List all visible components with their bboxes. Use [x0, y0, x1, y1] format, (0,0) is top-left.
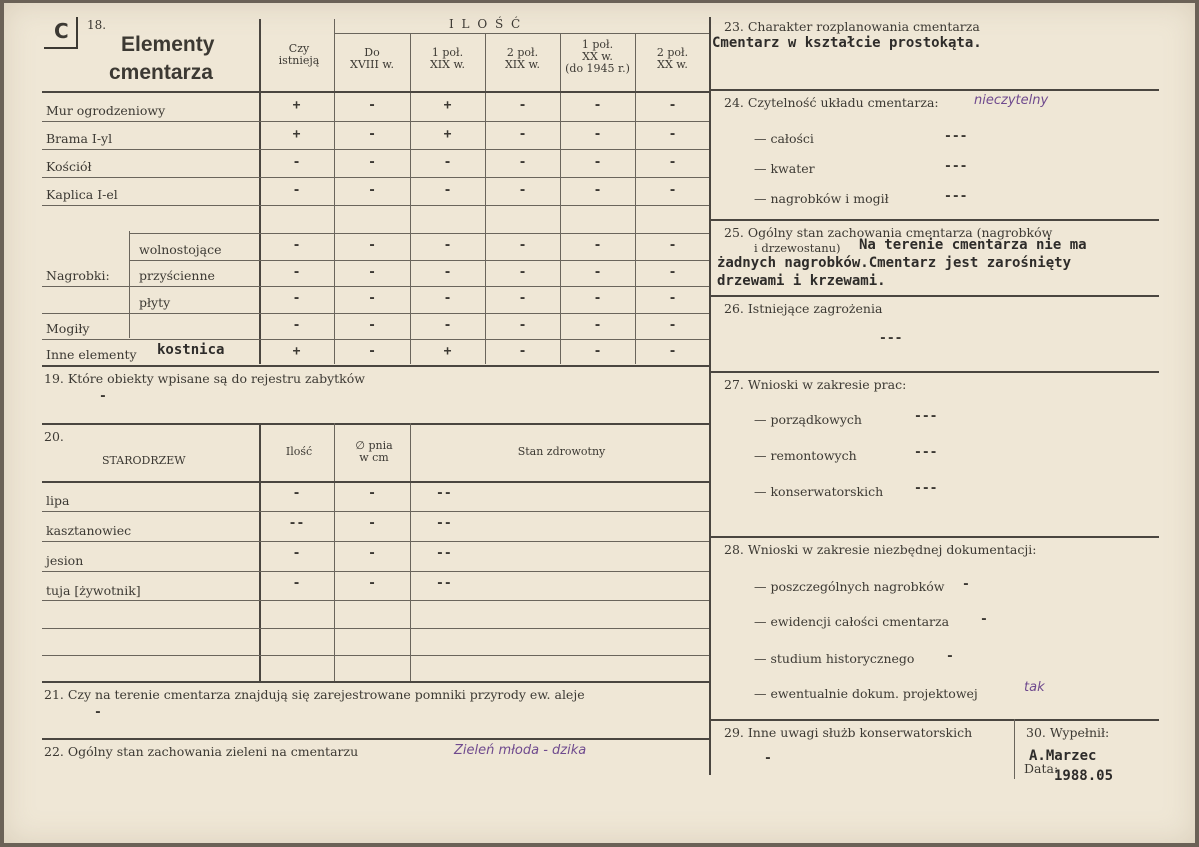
row-cell-value: - — [443, 182, 452, 198]
row-label: przyścienne — [139, 268, 215, 283]
tree-row-label: tuja [żywotnik] — [46, 583, 141, 598]
q20-col-pien: ∅ pnia w cm — [355, 439, 393, 464]
row-label: Kaplica I-el — [46, 187, 118, 202]
tree-row-label: jesion — [46, 553, 84, 568]
q28-item-label: — ewentualnie dokum. projektowej — [754, 686, 978, 701]
row-cell-value: - — [518, 97, 527, 113]
row-cell-value: - — [292, 238, 301, 253]
row-cell-value: - — [443, 154, 452, 170]
row-cell-value: - — [443, 291, 452, 306]
row-label: wolnostojące — [139, 242, 222, 257]
q30-date-label: Data: — [1024, 761, 1059, 776]
row-cell-value: - — [668, 154, 677, 170]
row-label: Mogiły — [46, 321, 90, 336]
q30-label: 30. Wypełnił: — [1026, 725, 1110, 740]
inventory-card — [4, 3, 1195, 843]
q24-item-label: — całości — [754, 131, 814, 146]
period-col-header: 1 poł. XIX w. — [429, 46, 466, 71]
q25-answer-2: żadnych nagrobków.Cmentarz jest zarośnięty — [717, 255, 1072, 271]
q28-label: 28. Wnioski w zakresie niezbędnej dokumentacji: — [724, 542, 1037, 557]
tree-row-pien: - — [368, 516, 376, 531]
row-cell-value: - — [668, 317, 677, 333]
q29-label: 29. Inne uwagi służb konserwatorskich — [724, 725, 973, 740]
q21-answer: - — [94, 705, 102, 720]
row-cell-value: - — [518, 317, 527, 333]
row-cell-value: + — [443, 343, 452, 359]
row-cell-value: - — [368, 317, 376, 333]
tree-row-pien: - — [368, 486, 376, 501]
period-col-header: Do XVIII w. — [350, 46, 394, 71]
row-cell-value: - — [518, 182, 527, 198]
period-col-header: 1 poł. XX w. (do 1945 r.) — [565, 38, 630, 75]
q26-answer: --- — [879, 331, 903, 346]
tree-row-label: kasztanowiec — [46, 523, 132, 538]
row-cell-value: - — [518, 264, 527, 280]
inne-elementy-value: kostnica — [157, 342, 225, 358]
q24-item-value: --- — [944, 159, 968, 174]
row-cell-value: - — [368, 182, 376, 198]
row-cell-value: - — [593, 291, 602, 306]
row-cell-value: + — [443, 126, 452, 142]
q24-item-value: --- — [944, 129, 968, 144]
row-cell-value: - — [518, 291, 527, 306]
row-label: Brama I-yl — [46, 131, 113, 146]
tree-row-ilosc: - — [292, 486, 301, 501]
nagrobki-label: Nagrobki: — [46, 268, 110, 283]
q20-col-ilosc: Ilość — [285, 445, 313, 458]
row-cell-value: - — [292, 264, 301, 280]
q24-label: 24. Czytelność układu cmentarza: — [724, 95, 939, 110]
row-cell-value: - — [593, 317, 602, 333]
row-cell-value: - — [292, 291, 301, 306]
q28-item-value: - — [946, 649, 954, 664]
tree-row-stan: -- — [436, 576, 452, 591]
q30-name: A.Marzec — [1029, 748, 1097, 764]
row-cell-value: - — [593, 343, 602, 359]
q27-item-value: --- — [914, 409, 938, 424]
row-cell-value: - — [518, 343, 527, 359]
q24-item-label: — kwater — [754, 161, 815, 176]
row-cell-value: - — [668, 238, 677, 253]
q24-item-value: --- — [944, 189, 968, 204]
q19-answer: - — [99, 389, 107, 404]
q20-number: 20. — [44, 429, 64, 444]
row-cell-value: - — [593, 154, 602, 170]
q30-date: 1988.05 — [1054, 768, 1114, 784]
row-cell-value: - — [668, 291, 677, 306]
row-cell-value: + — [292, 97, 301, 113]
q28-item-value: - — [962, 577, 970, 592]
q28-item-label: — poszczególnych nagrobków — [754, 579, 945, 594]
q25-answer-1: Na terenie cmentarza nie ma — [859, 237, 1087, 253]
q28-item-value: tak — [1024, 680, 1045, 695]
q25-label-1: 25. Ogólny stan zachowania cmentarza (nagrobków — [724, 225, 1053, 240]
row-cell-value: - — [593, 238, 602, 253]
row-cell-value: - — [518, 154, 527, 170]
q27-item-label: — konserwatorskich — [754, 484, 884, 499]
tree-row-pien: - — [368, 546, 376, 561]
row-cell-value: - — [593, 97, 602, 113]
q20-header: STARODRZEW — [102, 454, 186, 467]
section-letter: C — [54, 19, 69, 43]
q24-item-label: — nagrobków i mogił — [754, 191, 889, 206]
row-cell-value: - — [668, 97, 677, 113]
q28-item-label: — ewidencji całości cmentarza — [754, 614, 950, 629]
row-cell-value: + — [292, 126, 301, 142]
q23-answer: Cmentarz w kształcie prostokąta. — [712, 35, 982, 51]
section-title-2: cmentarza — [109, 61, 213, 84]
q26-label: 26. Istniejące zagrożenia — [724, 301, 883, 316]
q27-item-value: --- — [914, 445, 938, 460]
q27-item-value: --- — [914, 481, 938, 496]
row-cell-value: - — [668, 264, 677, 280]
row-cell-value: - — [368, 97, 376, 113]
q27-label: 27. Wnioski w zakresie prac: — [724, 377, 907, 392]
row-cell-value: - — [668, 343, 677, 359]
row-cell-value: - — [368, 343, 376, 359]
row-cell-value: - — [518, 126, 527, 142]
tree-row-ilosc: - — [292, 546, 301, 561]
q21-label: 21. Czy na terenie cmentarza znajdują się zarejestrowane pomniki przyrody ew. aleje — [44, 687, 585, 702]
row-cell-value: - — [368, 238, 376, 253]
q28-item-value: - — [980, 612, 988, 627]
q22-answer: Zieleń młoda - dzika — [454, 743, 587, 758]
q24-answer: nieczytelny — [974, 93, 1049, 108]
row-label: Kościół — [46, 159, 92, 174]
period-col-header: 2 poł. XX w. — [656, 46, 689, 71]
row-label: Mur ogrodzeniowy — [46, 103, 166, 118]
section-number: 18. — [87, 18, 107, 32]
row-cell-value: - — [668, 126, 677, 142]
q29-answer: - — [764, 751, 772, 766]
q25-label-2: i drzewostanu) — [754, 241, 841, 255]
row-cell-value: + — [443, 97, 452, 113]
row-cell-value: - — [593, 126, 602, 142]
row-cell-value: - — [368, 126, 376, 142]
tree-row-label: lipa — [46, 493, 70, 508]
tree-row-stan: -- — [436, 486, 452, 501]
col-header-ilosc: I L O Ś Ć — [449, 17, 523, 31]
q27-item-label: — porządkowych — [754, 412, 862, 427]
q22-label: 22. Ogólny stan zachowania zieleni na cmentarzu — [44, 744, 359, 759]
q19-label: 19. Które obiekty wpisane są do rejestru zabytków — [44, 371, 365, 386]
row-cell-value: - — [292, 154, 301, 170]
q28-item-label: — studium historycznego — [754, 651, 915, 666]
row-cell-value: - — [593, 264, 602, 280]
section-letter-box — [44, 17, 78, 49]
row-cell-value: - — [368, 264, 376, 280]
section-title-1: Elementy — [121, 33, 215, 56]
q27-item-label: — remontowych — [754, 448, 857, 463]
col-header-exists: Czy istnieją — [278, 42, 320, 67]
row-cell-value: - — [518, 238, 527, 253]
row-cell-value: - — [368, 291, 376, 306]
period-col-header: 2 poł. XIX w. — [504, 46, 541, 71]
row-cell-value: - — [443, 264, 452, 280]
row-label: płyty — [139, 295, 171, 310]
q20-col-stan: Stan zdrowotny — [517, 445, 606, 458]
row-cell-value: - — [292, 182, 301, 198]
tree-row-ilosc: - — [292, 576, 301, 591]
row-cell-value: - — [292, 317, 301, 333]
row-cell-value: - — [443, 317, 452, 333]
tree-row-stan: -- — [436, 516, 452, 531]
tree-row-pien: - — [368, 576, 376, 591]
row-cell-value: - — [443, 238, 452, 253]
row-label: Inne elementy — [46, 347, 137, 362]
row-cell-value: - — [593, 182, 602, 198]
row-cell-value: + — [292, 343, 301, 359]
row-cell-value: - — [368, 154, 376, 170]
tree-row-ilosc: -- — [288, 516, 305, 531]
tree-row-stan: -- — [436, 546, 452, 561]
row-cell-value: - — [668, 182, 677, 198]
q25-answer-3: drzewami i krzewami. — [717, 273, 886, 289]
q23-label: 23. Charakter rozplanowania cmentarza — [724, 19, 980, 34]
